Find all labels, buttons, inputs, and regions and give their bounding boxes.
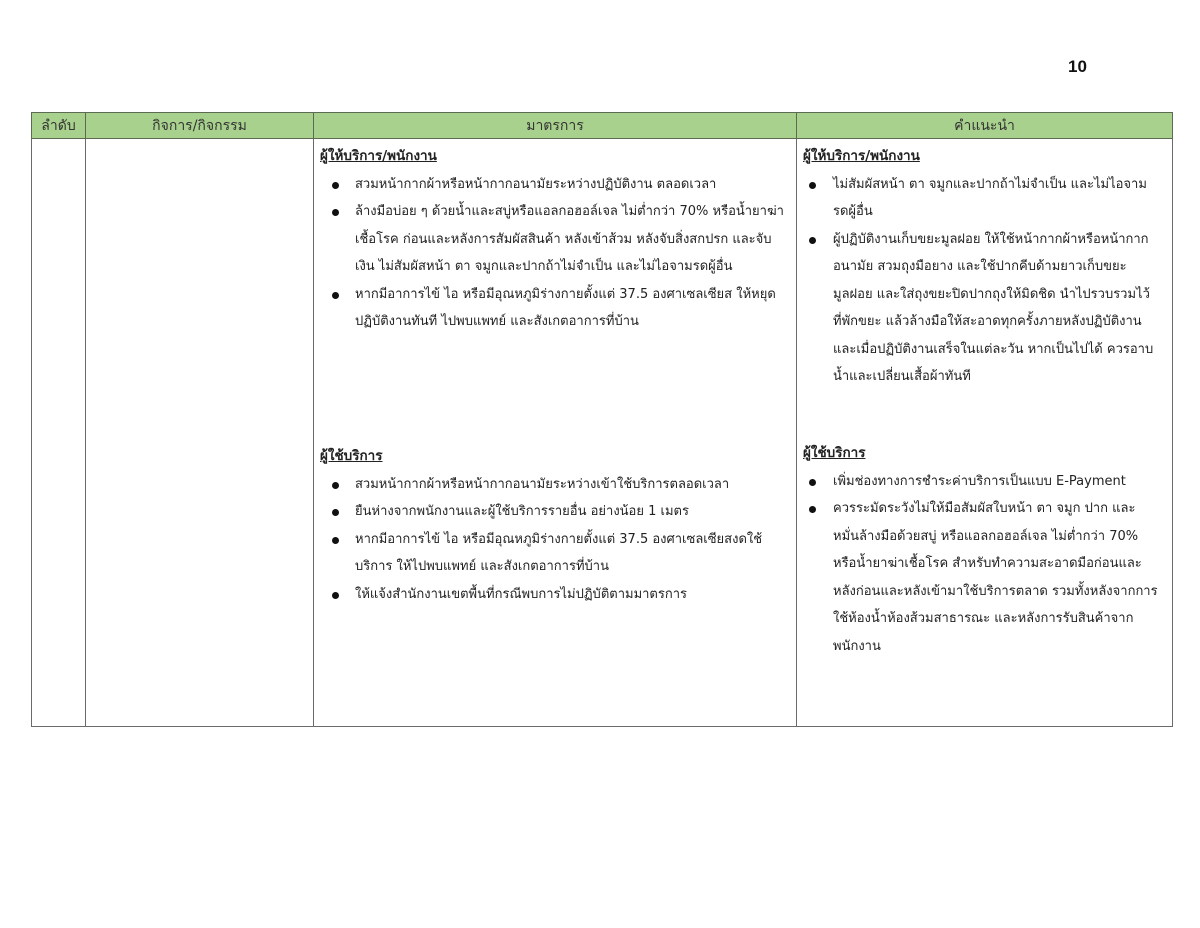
bullet-icon xyxy=(332,537,339,544)
header-measures: มาตรการ xyxy=(314,113,797,139)
page-number: 10 xyxy=(1068,57,1087,76)
cell-activity xyxy=(86,139,314,727)
cell-order xyxy=(32,139,86,727)
bullet-icon xyxy=(809,506,816,513)
list-item: ควรระมัดระวังไม่ให้มือสัมผัสใบหน้า ตา จมูก ปาก และหมั่นล้างมือด้วยสบู่ หรือแอลกอฮอล์เจล ไม่ต่ำกว่า 70% หรือน้ำยาฆ่าเชื้อโรค สำหรับทำความสะอาดมือก่อนและหลังก่อนและหลังเข้ามาใช้บริการตลาด รวมทั้งหลังจากการใช้ห้องน้ำห้องส้วมสาธารณะ และหลังการรับสินค้าจาก พนักงาน xyxy=(803,495,1160,660)
list-item: ไม่สัมผัสหน้า ตา จมูกและปากถ้าไม่จำเป็น และไม่ไอจามรดผู้อื่น xyxy=(803,171,1160,226)
bullet-list xyxy=(320,471,788,609)
list-item: เพิ่มช่องทางการชำระค่าบริการเป็นแบบ E-Payment xyxy=(803,468,1160,496)
table-row xyxy=(32,139,1173,727)
measures-staff-section xyxy=(314,139,796,439)
section-title: ผู้ให้บริการ/พนักงาน xyxy=(803,148,920,164)
bullet-icon xyxy=(809,237,816,244)
list-item: หากมีอาการไข้ ไอ หรือมีอุณหภูมิร่างกายตั้งแต่ 37.5 องศาเซลเซียสงดใช้บริการ ให้ไปพบแพทย์ และสังเกตอาการที่บ้าน xyxy=(320,526,788,581)
measures-table xyxy=(31,112,1173,727)
bullet-icon xyxy=(809,479,816,486)
section-title: ผู้ใช้บริการ xyxy=(803,445,866,461)
measures-customers-section xyxy=(314,439,796,608)
list-item: ล้างมือบ่อย ๆ ด้วยน้ำและสบู่หรือแอลกอฮอล์เจล ไม่ต่ำกว่า 70% หรือน้ำยาฆ่าเชื้อโรค ก่อนและหลังการสัมผัสสินค้า หลังเข้าส้วม หลังจับสิ่งสกปรก และจับเงิน ไม่สัมผัสหน้า ตา จมูกและปากถ้าไม่จำเป็น และไม่ไอจามรดผู้อื่น xyxy=(320,198,788,281)
bullet-icon xyxy=(332,482,339,489)
list-item: สวมหน้ากากผ้าหรือหน้ากากอนามัยระหว่างปฏิบัติงาน ตลอดเวลา xyxy=(320,171,788,199)
advice-staff-section xyxy=(797,139,1172,436)
header-advice: คำแนะนำ xyxy=(797,113,1173,139)
bullet-icon xyxy=(332,182,339,189)
header-activity: กิจการ/กิจกรรม xyxy=(86,113,314,139)
section-title: ผู้ใช้บริการ xyxy=(320,448,383,464)
bullet-list xyxy=(803,171,1160,391)
list-item: หากมีอาการไข้ ไอ หรือมีอุณหภูมิร่างกายตั้งแต่ 37.5 องศาเซลเซียส ให้หยุดปฏิบัติงานทันที ไปพบแพทย์ และสังเกตอาการที่บ้าน xyxy=(320,281,788,336)
cell-advice xyxy=(797,139,1173,727)
cell-measures xyxy=(314,139,797,727)
list-item: ให้แจ้งสำนักงานเขตพื้นที่กรณีพบการไม่ปฏิบัติตามมาตรการ xyxy=(320,581,788,609)
header-order: ลำดับ xyxy=(32,113,86,139)
table-header-row xyxy=(32,113,1173,139)
bullet-icon xyxy=(332,509,339,516)
bullet-icon xyxy=(332,209,339,216)
bullet-icon xyxy=(809,182,816,189)
bullet-icon xyxy=(332,592,339,599)
section-title: ผู้ให้บริการ/พนักงาน xyxy=(320,148,437,164)
list-item: ผู้ปฏิบัติงานเก็บขยะมูลฝอย ให้ใช้หน้ากากผ้าหรือหน้ากากอนามัย สวมถุงมือยาง และใช้ปากคีบด้ามยาวเก็บขยะมูลฝอย และใส่ถุงขยะปิดปากถุงให้มิดชิด นำไปรวบรวมไว้ที่พักขยะ แล้วล้างมือให้สะอาดทุกครั้งภายหลังปฏิบัติงาน และเมื่อปฏิบัติงานเสร็จในแต่ละวัน หากเป็นไปได้ ควรอาบน้ำและเปลี่ยนเสื้อผ้าทันที xyxy=(803,226,1160,391)
list-item: สวมหน้ากากผ้าหรือหน้ากากอนามัยระหว่างเข้าใช้บริการตลอดเวลา xyxy=(320,471,788,499)
bullet-icon xyxy=(332,292,339,299)
bullet-list xyxy=(803,468,1160,661)
advice-customers-section xyxy=(797,436,1172,660)
list-item: ยืนห่างจากพนักงานและผู้ใช้บริการรายอื่น อย่างน้อย 1 เมตร xyxy=(320,498,788,526)
bullet-list xyxy=(320,171,788,336)
